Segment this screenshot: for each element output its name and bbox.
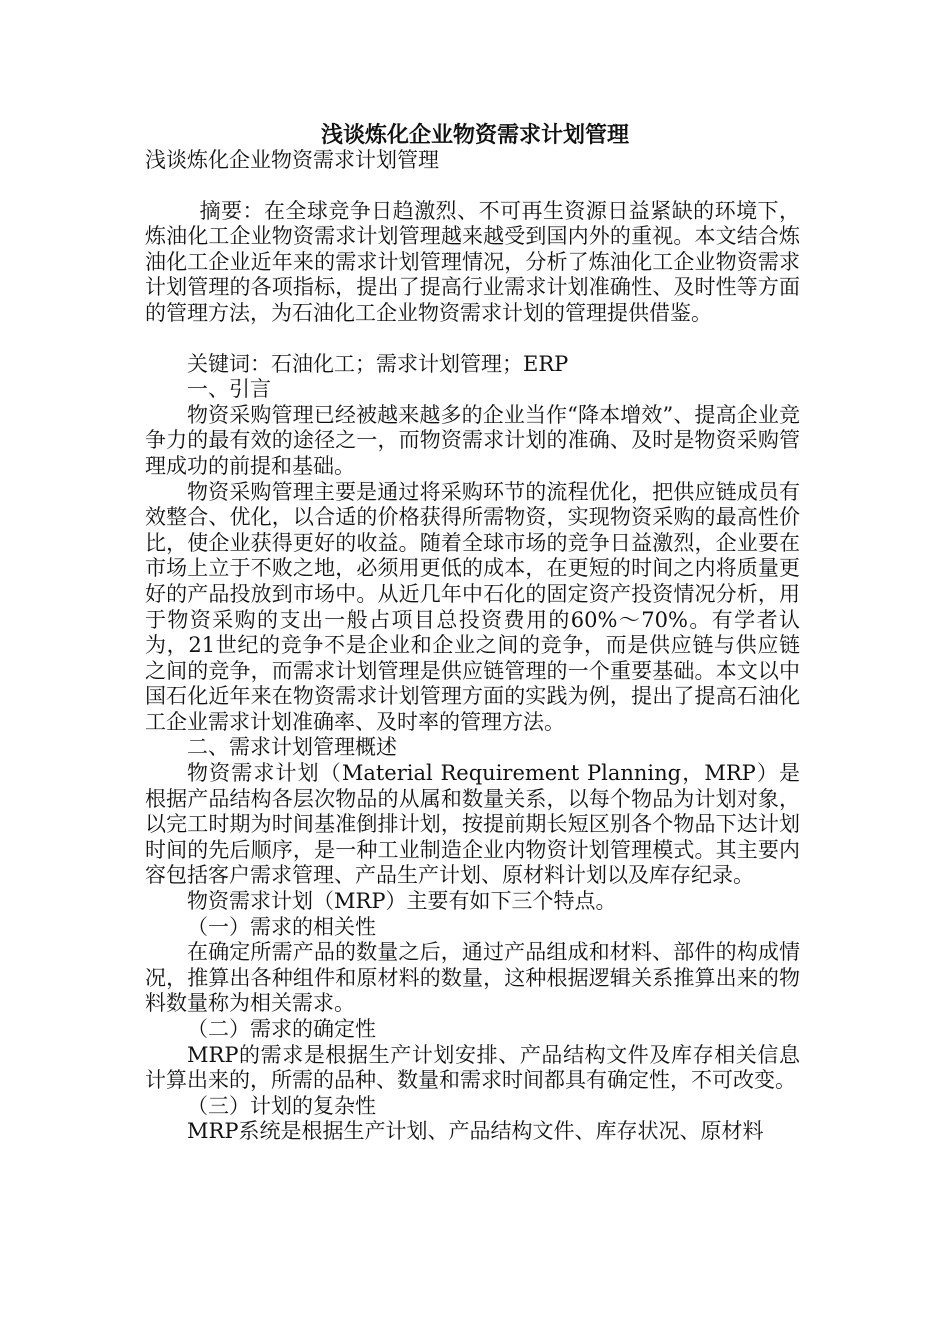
subsection-heading: （二）需求的确定性 [187,1017,376,1041]
spacer [145,174,800,199]
paragraph: 在确定所需产品的数量之后，通过产品组成和材料、部件的构成情况，推算出各种组件和原材料的数量，这种根据逻辑关系推算出来的物料数量称为相关需求。 [145,940,800,1016]
document-title: 浅谈炼化企业物资需求计划管理 [320,123,629,148]
paragraph: 物资需求计划（MRP）主要有如下三个特点。 [187,889,617,914]
keywords-line: 关键词：石油化工；需求计划管理；ERP [187,351,569,376]
abstract-paragraph: 摘要：在全球竞争日趋激烈、不可再生资源日益紧缺的环境下，炼油化工企业物资需求计划管理越来越受到国内外的重视。本文结合炼油化工企业近年来的需求计划管理情况，分析了炼油化工企业物资需求计划管理的各项指标，提出了提高行业需求计划准确性、及时性等方面的管理方法，为石油化工企业物资需求计划的管理提供借鉴。 [145,198,800,325]
spacer [145,327,800,352]
subsection-heading: （一）需求的相关性 [187,914,376,939]
paragraph: MRP系统是根据生产计划、产品结构文件、库存状况、原材料 [187,1119,764,1144]
paragraph: 物资采购管理主要是通过将采购环节的流程优化，把供应链成员有效整合、优化，以合适的价格获得所需物资，实现物资采购的最高性价比，使企业获得更好的收益。随着全球市场的竞争日益激烈，企业要在市场上立于不败之地，必须用更低的成本，在更短的时间之内将质量更好的产品投放到市场中。从近几年中石化的固定资产投资情况分析，用于物资采购的支出一般占项目总投资费用的60%～70%。有学者认为，21世纪的竞争不是企业和企业之间的竞争，而是供应链与供应链之间的竞争，而需求计划管理是供应链管理的一个重要基础。本文以中国石化近年来在物资需求计划管理方面的实践为例，提出了提高石油化工企业需求计划准确率、及时率的管理方法。 [145,479,800,734]
subsection-heading: （三）计划的复杂性 [187,1093,376,1118]
paragraph: 物资需求计划（Material Requirement Planning，MRP）是根据产品结构各层次物品的从属和数量关系，以每个物品为计划对象，以完工时期为时间基准倒排计划，按提前期长短区别各个物品下达计划时间的先后顺序，是一种工业制造企业内物资计划管理模式。其主要内容包括客户需求管理、产品生产计划、原材料计划以及库存纪录。 [145,761,800,888]
section-heading-introduction: 一、引言 [187,377,271,402]
paragraph: MRP的需求是根据生产计划安排、产品结构文件及库存相关信息计算出来的，所需的品种、数量和需求时间都具有确定性，不可改变。 [145,1042,800,1093]
document-subtitle: 浅谈炼化企业物资需求计划管理 [145,148,439,172]
paragraph: 物资采购管理已经被越来越多的企业当作“降本增效”、提高企业竞争力的最有效的途径之一，而物资需求计划的准确、及时是物资采购管理成功的前提和基础。 [145,402,800,478]
section-heading-overview: 二、需求计划管理概述 [187,735,397,760]
document-body [145,148,800,1145]
